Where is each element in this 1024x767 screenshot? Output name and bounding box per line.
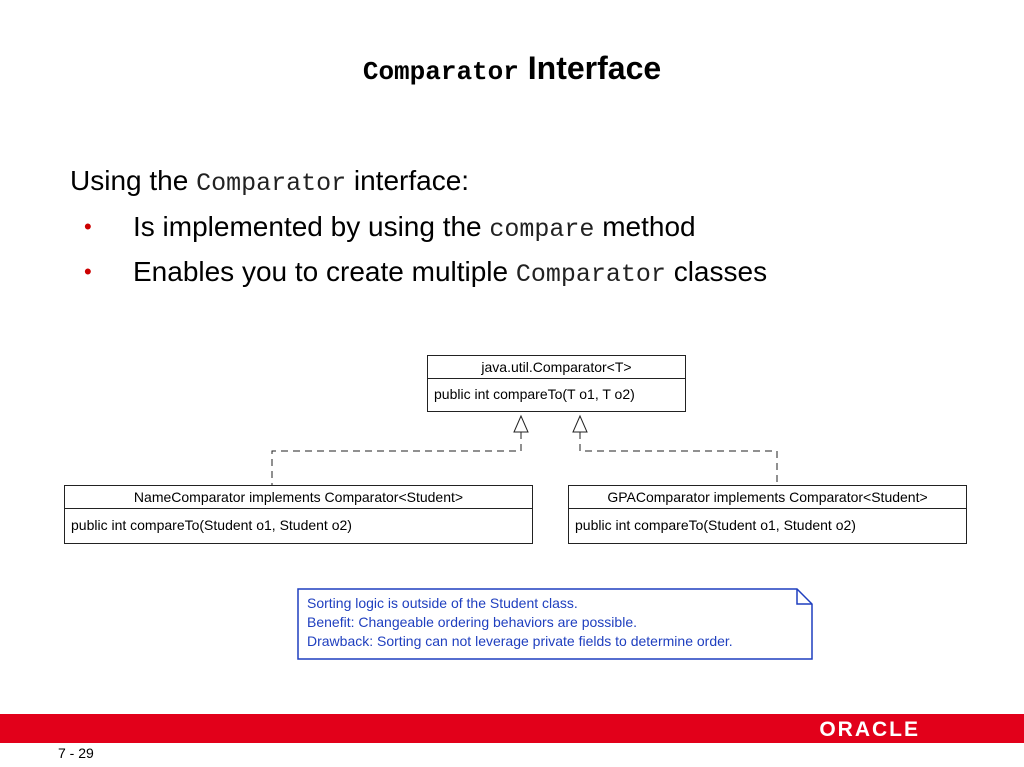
class-method: public int compareTo(Student o1, Student o2): [575, 517, 856, 533]
note-line: Drawback: Sorting can not leverage private fields to determine order.: [307, 633, 733, 649]
note-line: Benefit: Changeable ordering behaviors are possible.: [307, 614, 637, 630]
intro-code: Comparator: [196, 169, 347, 198]
intro-suffix: interface:: [353, 165, 470, 196]
right-realization-line: [580, 432, 777, 485]
interface-box: [427, 355, 686, 412]
class-method: public int compareTo(Student o1, Student o2): [71, 517, 352, 533]
bullet-post: method: [602, 211, 696, 242]
left-realization-line: [272, 432, 521, 485]
gpa-comparator-box: [568, 485, 967, 544]
bullet-code: Comparator: [515, 260, 666, 289]
title-code: Comparator: [362, 57, 519, 87]
page-number: 7 - 29: [58, 745, 94, 761]
note-box: [298, 589, 812, 659]
oracle-logo: ORACLE: [819, 718, 920, 741]
name-comparator-box: [64, 485, 533, 544]
class-name: NameComparator implements Comparator<Student>: [65, 486, 532, 509]
bullet-dot-icon: •: [84, 214, 92, 239]
title-text: Interface: [527, 50, 662, 86]
intro-prefix: Using the: [70, 165, 189, 196]
interface-name: java.util.Comparator<T>: [428, 356, 685, 379]
right-arrowhead-icon: [573, 416, 587, 432]
bullet-pre: Enables you to create multiple: [133, 256, 509, 287]
note-line: Sorting logic is outside of the Student class.: [307, 595, 578, 611]
class-name: GPAComparator implements Comparator<Student>: [569, 486, 966, 509]
interface-method: public int compareTo(T o1, T o2): [434, 386, 635, 402]
left-arrowhead-icon: [514, 416, 528, 432]
bullet-post: classes: [673, 256, 768, 287]
bullet-code: compare: [489, 215, 595, 244]
bullet-dot-icon: •: [84, 259, 92, 284]
bullet-pre: Is implemented by using the: [133, 211, 482, 242]
